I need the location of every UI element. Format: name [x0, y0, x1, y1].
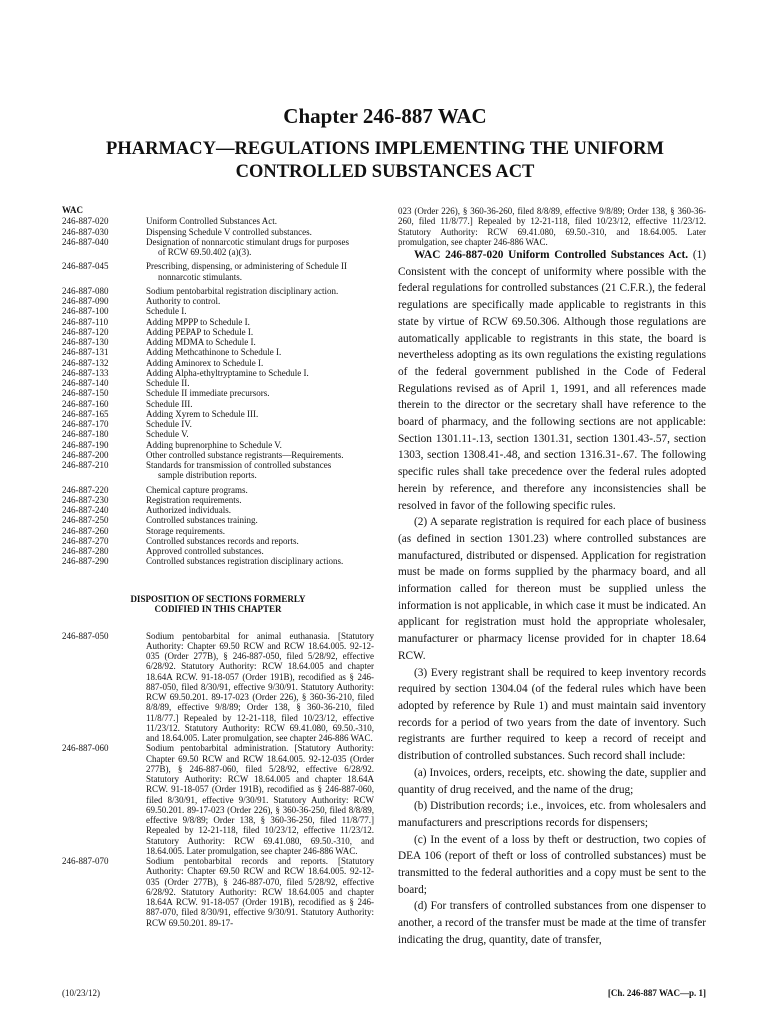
- toc-title-text: Adding MDMA to Schedule I.: [146, 337, 256, 347]
- toc-section-title: [146, 460, 374, 481]
- toc-section-number: 246-887-200: [62, 449, 109, 460]
- toc-section-title: [146, 317, 374, 327]
- toc-title-text: Adding Alpha-ethyltryptamine to Schedule I.: [146, 367, 309, 378]
- toc-section-number: 246-887-160: [62, 398, 109, 409]
- disposition-text: Sodium pentobarbital administration. [Statutory Authority: Chapter 69.50 RCW and RCW 18.64.005. 92-12-035 (Order 277B), § 246-887-060, filed 5/28/92, effective 6/28/92. Statutory Authority: RCW 18.64.005 and chapter 18.64A RCW. 91-18-057 (Order 191B), recodified as § 246-887-060, filed 8/30/91, effective 9/30/91. Statutory Authority: RCW 69.50.201. 89-17-023 (Order 226), § 360-36-250, filed 8/8/89, effective 9/8/89; Order 138, § 360-36-250, filed 11/8/77.] Repealed by 12-21-118, filed 10/23/12, effective 11/23/12. Statutory Authority: RCW 69.41.080, 69.50.-310, and 18.64.005. Later promulgation, see chapter 246-886 WAC.: [146, 743, 374, 856]
- toc-section-number: 246-887-220: [62, 484, 109, 495]
- toc-row: [62, 515, 374, 525]
- toc-section-title: [146, 515, 374, 525]
- toc-title-text: Dispensing Schedule V controlled substances.: [146, 226, 312, 237]
- toc-section-number: 246-887-190: [62, 439, 109, 450]
- toc-row: [62, 296, 374, 306]
- toc-section-number: 246-887-170: [62, 419, 109, 429]
- paragraph-3c: (c) In the event of a loss by theft or destruction, two copies of DEA 106 (report of theft or loss of controlled substances) must be transmitted to the federal authorities and a copy must be sent to the board;: [398, 833, 706, 896]
- toc-title-text: Adding Methcathinone to Schedule I.: [146, 347, 282, 358]
- toc-row: [62, 526, 374, 536]
- right-column: [398, 206, 706, 949]
- toc-section-title: [146, 227, 374, 237]
- toc-section-number: 246-887-210: [62, 460, 109, 470]
- toc-section-number: 246-887-130: [62, 337, 109, 347]
- paragraph-2: (2) A separate registration is required for each place of business (as defined in section 1301.23) where controlled substances are manufactured, distributed or dispensed. Application for registration must be made on forms supplied by the pharmacy board, and all information called for thereon must be supplied unless the information is not applicable, in which case it must be indicated. An applicant for registration must hold the appropriate wholesaler, manufacturer or pharmacy license provided for in chapter 18.64 RCW.: [398, 516, 706, 662]
- toc-row: [62, 388, 374, 398]
- toc-row: [62, 546, 374, 556]
- toc-row: [62, 556, 374, 566]
- toc-section-number: 246-887-030: [62, 226, 109, 237]
- toc-section-title: [146, 409, 374, 419]
- disposition-heading-line2: CODIFIED IN THIS CHAPTER: [154, 604, 282, 614]
- toc-title-text: Adding MPPP to Schedule I.: [146, 316, 250, 327]
- toc-title-text: Adding PEPAP to Schedule I.: [146, 326, 254, 337]
- toc-section-number: 246-887-132: [62, 357, 109, 368]
- toc-section-title: [146, 495, 374, 505]
- continuation-text: 023 (Order 226), § 360-36-260, filed 8/8/89, effective 9/8/89; Order 138, § 360-36-260, filed 11/8/77.] Repealed by 12-21-118, filed 10/23/12, effective 11/23/12. Statutory Authority: RCW 69.41.080, 69.50.-310, and 18.64.005. Later promulgation, see chapter 246-886 WAC.: [398, 206, 706, 247]
- toc-title-continuation: nonnarcotic stimulants.: [158, 271, 242, 282]
- toc-row: [62, 505, 374, 515]
- toc-section-number: 246-887-140: [62, 378, 109, 388]
- toc-section-title: [146, 237, 374, 258]
- toc-title-text: Standards for transmission of controlled substances: [146, 460, 332, 470]
- toc-row: [62, 306, 374, 316]
- toc-section-title: [146, 261, 374, 282]
- toc-section-number: 246-887-150: [62, 388, 109, 399]
- toc-row: [62, 261, 374, 282]
- toc-section-title: [146, 440, 374, 450]
- toc-section-title: [146, 485, 374, 495]
- toc-row: [62, 286, 374, 296]
- toc-title-text: Controlled substances training.: [146, 515, 258, 526]
- toc-section-number: 246-887-180: [62, 429, 109, 440]
- toc-row: [62, 347, 374, 357]
- toc-section-title: [146, 378, 374, 388]
- toc-title-text: Authorized individuals.: [146, 505, 231, 515]
- toc-row: [62, 460, 374, 481]
- toc-title-text: Approved controlled substances.: [146, 546, 264, 556]
- toc-row: [62, 495, 374, 505]
- toc-section-title: [146, 546, 374, 556]
- toc-section-title: [146, 368, 374, 378]
- toc-row: [62, 317, 374, 327]
- disposition-list: [62, 631, 374, 928]
- toc-section-title: [146, 505, 374, 515]
- disposition-section-number: 246-887-070: [62, 856, 109, 866]
- toc-title-text: Uniform Controlled Substances Act.: [146, 216, 277, 227]
- toc-section-number: 246-887-040: [62, 236, 109, 247]
- disposition-row: [62, 631, 374, 744]
- toc-title-text: Authority to control.: [146, 296, 221, 306]
- toc-row: [62, 429, 374, 439]
- toc-row: [62, 536, 374, 546]
- toc-section-title: [146, 306, 374, 316]
- toc-section-title: [146, 419, 374, 429]
- disposition-section-number: 246-887-050: [62, 630, 109, 641]
- toc-row: [62, 450, 374, 460]
- toc-section-number: 246-887-260: [62, 525, 109, 536]
- toc-section-title: [146, 556, 374, 566]
- paragraph-3d: (d) For transfers of controlled substances from one dispenser to another, a record of the transfer must be made at the time of transfer indicating the drug, quantity, date of transfer,: [398, 900, 706, 946]
- toc-title-continuation: sample distribution reports.: [158, 470, 257, 481]
- toc-title-text: Adding buprenorphine to Schedule V.: [146, 439, 282, 450]
- paragraph-1: (1) Consistent with the concept of uniformity where possible with the federal regulations for controlled substances (21 C.F.R.), the federal regulations are specifically made applicable to registrants in this state by virtue of RCW 69.50.306. Although those regulations are automatically applicable to registrants in this state, the board is nevertheless adopting as its own regulations the existing regulations of the federal government published in the Code of Federal Regulations revised as of April 1, 1991, and all references made therein to the director or the secretary shall have reference to the board of pharmacy, and the following sections are not applicable: Section 1301.11-.13, section 1301.31, section 1301.43-.57, section 1303, section 1308.41-.48, and section 1316.31-.67. The following specific rules shall take precedence over the federal rules adopted herein by reference, and therefore any inconsistencies shall be resolved in favor of the following specific rules.: [398, 249, 706, 512]
- toc-title-text: Chemical capture programs.: [146, 484, 248, 495]
- toc-section-title: [146, 388, 374, 398]
- left-column: [62, 205, 374, 928]
- paragraph-3a: (a) Invoices, orders, receipts, etc. showing the date, supplier and quantity of drug received, and the name of the drug;: [398, 766, 706, 796]
- disposition-text: Sodium pentobarbital for animal euthanasia. [Statutory Authority: Chapter 69.50 RCW and RCW 18.64.005. 92-12-035 (Order 277B), § 246-887-050, filed 5/28/92, effective 6/28/92. Statutory Authority: RCW 18.64.005 and chapter 18.64A RCW. 91-18-057 (Order 191B), recodified as § 246-887-050, filed 8/30/91, effective 9/30/91. Statutory Authority: RCW 69.50.201. 89-17-023 (Order 226), § 360-36-210, filed 8/8/89, effective 9/8/89; Order 138, § 360-36-210, filed 11/8/77.] Repealed by 12-21-118, filed 10/23/12, effective 11/23/12. Statutory Authority: RCW 69.41.080, 69.50.-310, and 18.64.005. Later promulgation, see chapter 246-886 WAC.: [146, 630, 374, 743]
- toc-row: [62, 419, 374, 429]
- toc-section-title: [146, 286, 374, 296]
- disposition-row: [62, 856, 374, 928]
- paragraph-3: (3) Every registrant shall be required to keep inventory records required by section 1304.04 (of the federal rules which have been adopted by reference by Rule 1) and must maintain said inventory records for a period of two years from the date of inventory. Such registrants are further required to keep a record of receipt and distribution of controlled substances. Such record shall include:: [398, 666, 706, 763]
- disposition-heading: [62, 594, 374, 615]
- toc-row: [62, 337, 374, 347]
- toc-title-text: Prescribing, dispensing, or administering of Schedule II: [146, 261, 347, 272]
- footer-page: [Ch. 246-887 WAC—p. 1]: [607, 988, 706, 998]
- toc-section-title: [146, 216, 374, 226]
- toc-section-number: 246-887-080: [62, 285, 109, 296]
- toc-section-title: [146, 358, 374, 368]
- toc-title-text: Designation of nonnarcotic stimulant drugs for purposes: [146, 236, 349, 247]
- chapter-title: Chapter 246-887 WAC: [283, 104, 487, 128]
- toc-title-text: Adding Xyrem to Schedule III.: [146, 408, 259, 419]
- footer-date: (10/23/12): [62, 988, 100, 998]
- toc-row: [62, 368, 374, 378]
- toc-title-text: Schedule II.: [146, 378, 190, 388]
- section-heading: WAC 246-887-020 Uniform Controlled Substances Act.: [414, 249, 689, 261]
- toc-section-number: 246-887-280: [62, 546, 109, 556]
- toc-section-number: 246-887-100: [62, 306, 109, 317]
- toc-section-title: [146, 399, 374, 409]
- disposition-text: Sodium pentobarbital records and reports. [Statutory Authority: Chapter 69.50 RCW and RCW 18.64.005. 92-12-035 (Order 277B), § 246-887-070, filed 5/28/92, effective 6/28/92. Statutory Authority: RCW 18.64.005 and chapter 18.64A RCW. 91-18-057 (Order 191B), recodified as § 246-887-070, filed 8/30/91, effective 9/30/91. Statutory Authority: RCW 69.50.201. 89-17-: [146, 856, 374, 928]
- toc-section-number: 246-887-120: [62, 326, 109, 337]
- toc-row: [62, 227, 374, 237]
- toc-section-number: 246-887-020: [62, 216, 109, 227]
- toc-section-number: 246-887-110: [62, 316, 109, 327]
- toc-section-number: 246-887-270: [62, 535, 109, 546]
- toc-title-continuation: of RCW 69.50.402 (a)(3).: [158, 247, 252, 257]
- toc-title-text: Controlled substances registration disciplinary actions.: [146, 556, 344, 567]
- toc-row: [62, 399, 374, 409]
- toc-title-text: Sodium pentobarbital registration disciplinary action.: [146, 285, 339, 296]
- paragraph-3b: (b) Distribution records; i.e., invoices, etc. from wholesalers and manufacturers and prescriptions records for dispensers;: [398, 800, 706, 829]
- toc-section-number: 246-887-165: [62, 408, 109, 419]
- toc-title-text: Other controlled substance registrants—Requirements.: [146, 449, 344, 460]
- toc-row: [62, 485, 374, 495]
- toc-row: [62, 327, 374, 337]
- toc-title-text: Registration requirements.: [146, 494, 242, 505]
- toc-row: [62, 440, 374, 450]
- toc-section-title: [146, 450, 374, 460]
- toc-row: [62, 358, 374, 368]
- toc-section-number: 246-887-090: [62, 296, 109, 306]
- toc-title-text: Controlled substances records and reports.: [146, 535, 299, 546]
- toc-section-title: [146, 526, 374, 536]
- main-title: PHARMACY—REGULATIONS IMPLEMENTING THE UNIFORM CONTROLLED SUBSTANCES ACT: [106, 139, 664, 182]
- toc-section-title: [146, 296, 374, 306]
- toc-row: [62, 378, 374, 388]
- disposition-row: [62, 743, 374, 856]
- toc-section-title: [146, 347, 374, 357]
- toc-title-text: Storage requirements.: [146, 525, 225, 536]
- toc-section-number: 246-887-250: [62, 515, 109, 526]
- toc-heading: WAC: [62, 205, 84, 215]
- disposition-heading-line1: DISPOSITION OF SECTIONS FORMERLY: [130, 593, 306, 604]
- toc-title-text: Schedule III.: [146, 398, 193, 409]
- toc-row: [62, 216, 374, 226]
- toc-section-title: [146, 337, 374, 347]
- toc-section-number: 246-887-131: [62, 347, 109, 358]
- toc-title-text: Schedule I.: [146, 306, 187, 317]
- toc-section-title: [146, 429, 374, 439]
- section-246-887-020: [398, 247, 706, 514]
- toc-title-text: Schedule II immediate precursors.: [146, 388, 270, 399]
- toc-section-number: 246-887-240: [62, 505, 109, 515]
- toc-section-title: [146, 327, 374, 337]
- toc-row: [62, 237, 374, 258]
- toc-section-number: 246-887-045: [62, 261, 109, 272]
- toc-title-text: Schedule IV.: [146, 419, 192, 429]
- toc-section-number: 246-887-290: [62, 556, 109, 567]
- toc-title-text: Adding Aminorex to Schedule I.: [146, 357, 264, 368]
- toc-title-text: Schedule V.: [146, 429, 189, 440]
- toc-section-number: 246-887-133: [62, 367, 109, 378]
- toc-section-title: [146, 536, 374, 546]
- disposition-section-number: 246-887-060: [62, 743, 109, 754]
- toc-row: [62, 409, 374, 419]
- toc-list: [62, 216, 374, 566]
- toc-section-number: 246-887-230: [62, 494, 109, 505]
